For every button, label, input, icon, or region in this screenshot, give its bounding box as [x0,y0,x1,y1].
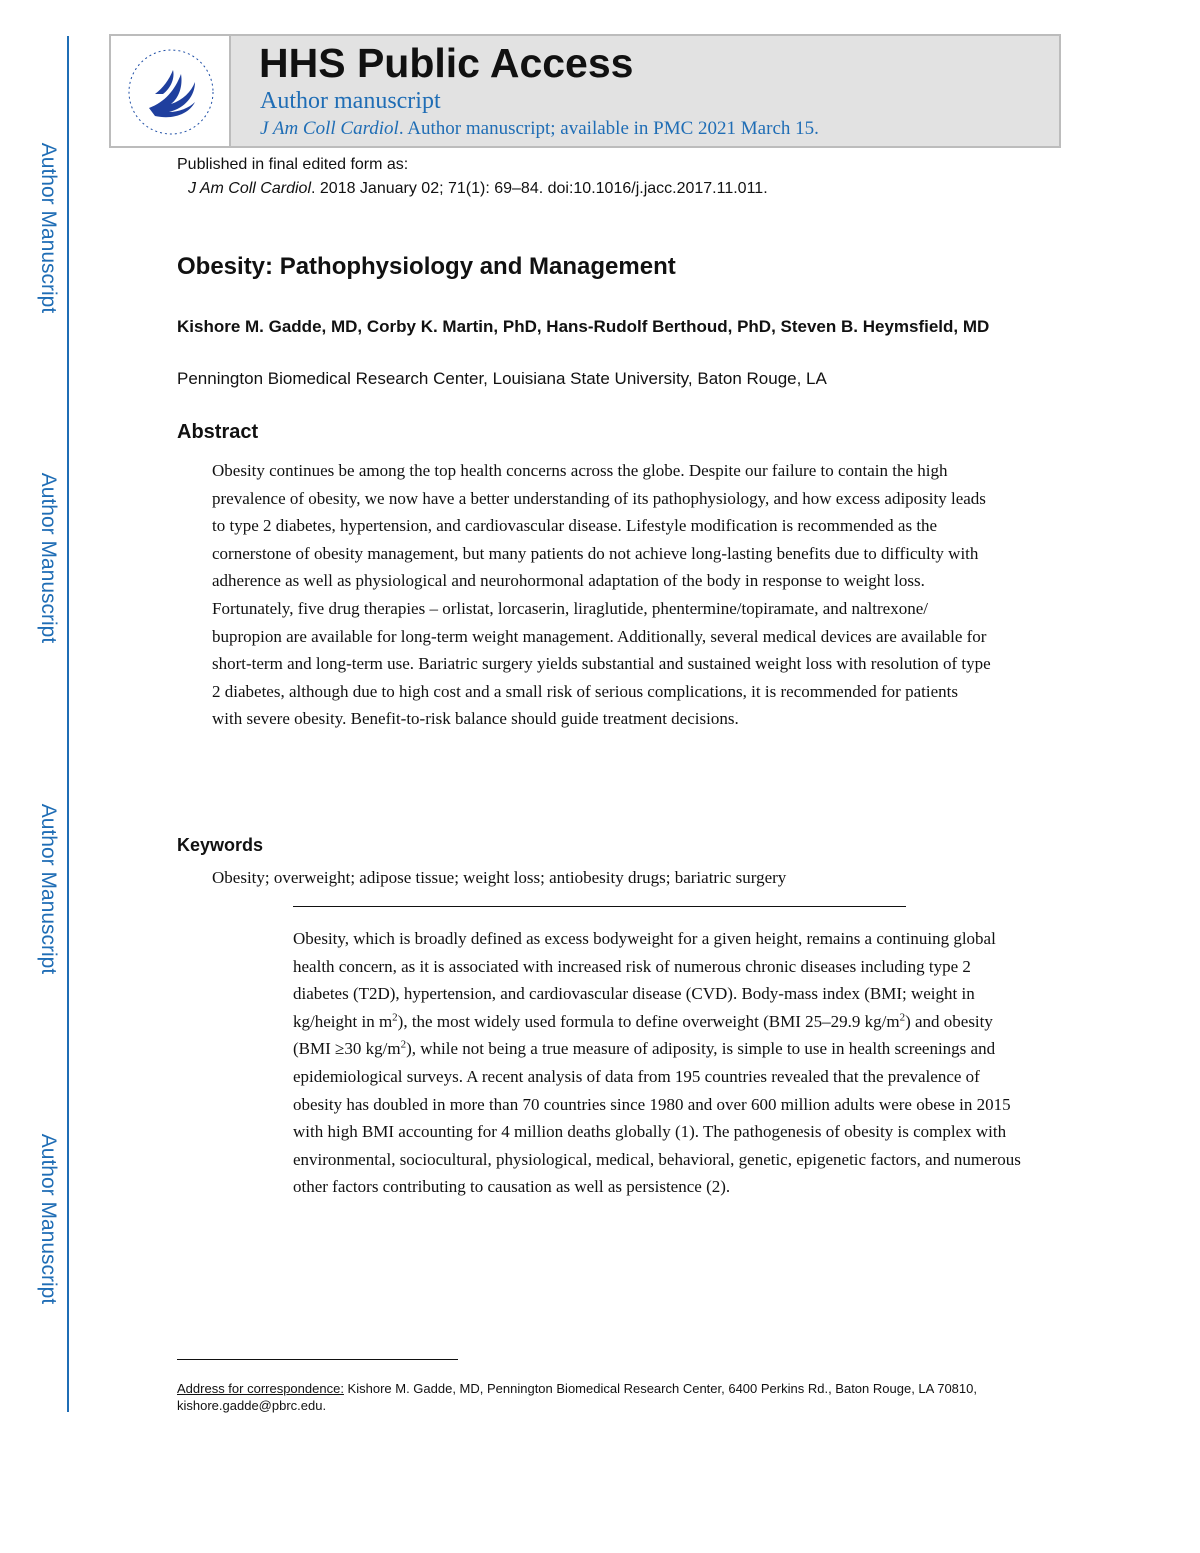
keywords-list: Obesity; overweight; adipose tissue; weight loss; antiobesity drugs; bariatric surgery [212,868,787,887]
correspondence-footnote: Address for correspondence: Kishore M. Gadde, MD, Pennington Biomedical Research Center, 6400 Perkins Rd., Baton Rouge, LA 70810, kishore.gadde@pbrc.edu. [177,1381,977,1413]
sidebar-rule [67,36,69,1412]
section-divider [293,906,906,907]
availability-citation: J Am Coll Cardiol. Author manuscript; available in PMC 2021 March 15. [260,118,819,139]
keywords-heading: Keywords [177,835,264,855]
hhs-eagle-logo-icon [125,46,217,138]
affiliation: Pennington Biomedical Research Center, Louisiana State University, Baton Rouge, LA [177,369,827,388]
publication-citation[interactable]: J Am Coll Cardiol. 2018 January 02; 71(1): 69–84. doi:10.1016/j.jacc.2017.11.011. [188,180,768,197]
published-label: Published in final edited form as: [177,156,409,173]
author-list: Kishore M. Gadde, MD, Corby K. Martin, PhD, Hans-Rudolf Berthoud, PhD, Steven B. Heymsfield, MD [177,317,990,336]
hhs-title: HHS Public Access [259,40,634,86]
logo-cell [111,36,231,146]
abstract-heading: Abstract [177,421,259,443]
abstract-text: Obesity continues be among the top health concerns across the globe. Despite our failure to contain the high prevalence of obesity, we now have a better understanding of its pathophysiology, and how excess adiposity leads to type 2 diabetes, hypertension, and cardiovascular disease. Lifestyle modification is recommended as the cornerstone of obesity management, but many patients do not achieve long-lasting benefits due to difficulty with adherence as well as physiological and neurohormonal adaptation of the body in response to weight loss. Fortunately, five drug therapies – orlistat, lorcaserin, liraglutide, phentermine/topiramate, and naltrexone/ bupropion are available for long-term weight management. Additionally, several medical devices are available for short-term and long-term use. Bariatric surgery yields substantial and sustained weight loss with resolution of type 2 diabetes, although due to high cost and a small risk of serious complications, it is recommended for patients with severe obesity. Benefit-to-risk balance should guide treatment decisions. [212,461,991,729]
title-cell [231,36,1059,146]
article-title: Obesity: Pathophysiology and Management [177,253,676,280]
footnote-divider [177,1359,458,1360]
body-paragraph: Obesity, which is broadly defined as excess bodyweight for a given height, remains a continuing global health concern, as it is associated with increased risk of numerous chronic diseases including type 2 diabetes (T2D), hypertension, and cardiovascular disease (CVD). Body-mass index (BMI; weight in kg/height in $m^2$), the most widely used formula to define overweight (BMI 25–29.9 $kg/m^2$) and obesity (BMI ≥30 $kg/m^2$), while not being a true measure of adiposity, is simple to use in health screenings and epidemiological surveys. A recent analysis of data from 195 countries revealed that the prevalence of obesity has doubled in more than 70 countries since 1980 and over 600 million adults were obese in 2015 with high BMI accounting for 4 million deaths globally (1). The pathogenesis of obesity is complex with environmental, sociocultural, physiological, medical, behavioral, genetic, epigenetic factors, and numerous other factors contributing to causation as well as persistence (2). [293,929,1021,1197]
hhs-header [109,34,1061,148]
manuscript-label: Author manuscript [260,88,441,114]
